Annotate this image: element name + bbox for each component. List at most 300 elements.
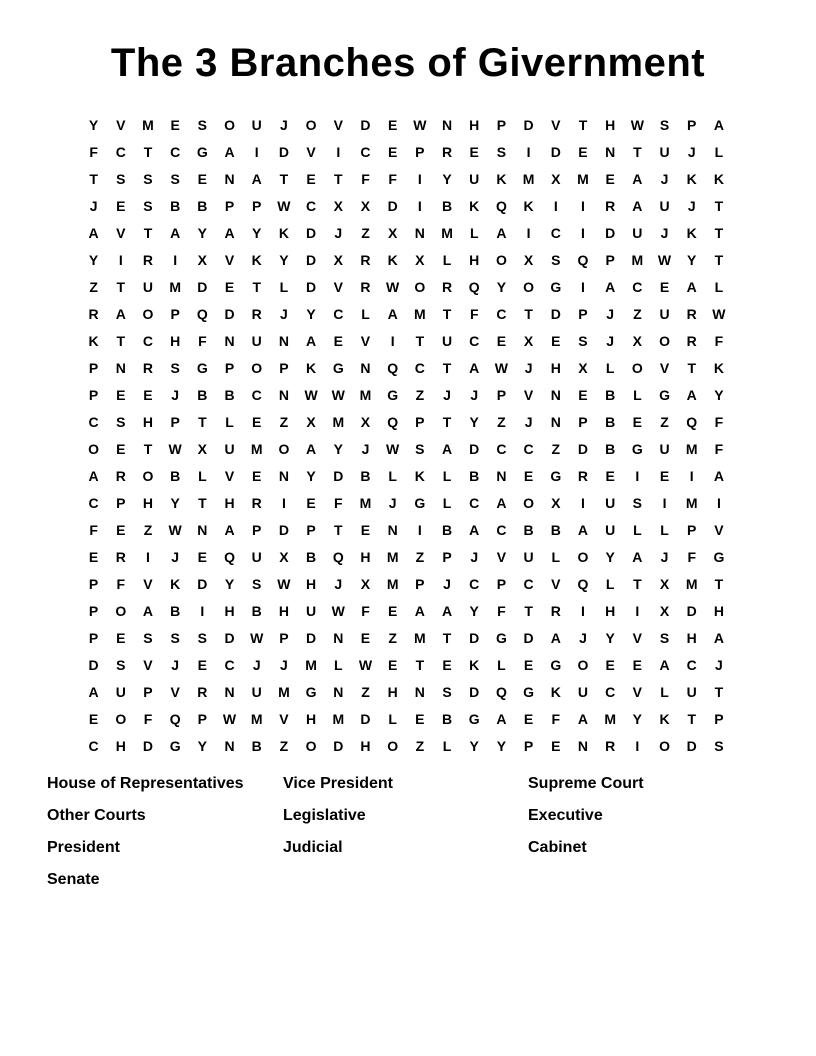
grid-letter: Y xyxy=(88,251,99,268)
grid-letter: C xyxy=(251,386,262,403)
grid-letter: K xyxy=(88,332,99,349)
grid-letter: K xyxy=(686,170,697,187)
grid-letter: M xyxy=(386,548,399,565)
grid-letter: T xyxy=(252,278,261,295)
grid-letter: W xyxy=(168,521,182,538)
grid-letter: S xyxy=(197,116,208,133)
grid-letter: F xyxy=(361,602,370,619)
grid-letter: U xyxy=(523,548,534,565)
grid-letter: T xyxy=(415,332,425,349)
grid-letter: Q xyxy=(577,251,589,268)
grid-letter: U xyxy=(605,521,616,538)
grid-letter: W xyxy=(494,359,509,376)
grid-letter: R xyxy=(686,332,697,349)
grid-letter: A xyxy=(577,710,589,727)
grid-letter: I xyxy=(581,602,585,619)
grid-letter: J xyxy=(606,332,615,349)
grid-letter: S xyxy=(496,143,507,160)
grid-letter: A xyxy=(632,170,643,187)
grid-letter: D xyxy=(686,737,697,754)
grid-letter: P xyxy=(415,143,425,160)
grid-letter: E xyxy=(605,467,615,484)
grid-letter: T xyxy=(687,710,696,727)
grid-letter: E xyxy=(523,467,534,484)
grid-letter: P xyxy=(279,629,289,646)
grid-letter: M xyxy=(631,251,644,268)
grid-letter: A xyxy=(441,602,453,619)
grid-letter: A xyxy=(496,710,507,727)
grid-letter: R xyxy=(441,143,453,160)
grid-letter: Q xyxy=(468,278,480,295)
grid-letter: S xyxy=(143,629,153,646)
grid-letter: M xyxy=(522,170,535,187)
grid-letter: L xyxy=(633,386,642,403)
grid-letter: E xyxy=(360,629,371,646)
grid-letter: X xyxy=(360,413,371,430)
grid-letter: Q xyxy=(387,359,399,376)
grid-letter: D xyxy=(469,629,480,646)
word-bank-item: Supreme Court xyxy=(528,775,644,792)
grid-letter: J xyxy=(334,224,343,241)
grid-letter: M xyxy=(250,440,263,457)
grid-letter: W xyxy=(712,305,726,322)
grid-letter: D xyxy=(686,602,697,619)
grid-letter: L xyxy=(551,548,561,565)
grid-letter: X xyxy=(632,332,643,349)
grid-letter: P xyxy=(197,710,208,727)
word-bank-column xyxy=(47,776,283,904)
grid-letter: N xyxy=(224,332,235,349)
grid-letter: Q xyxy=(495,197,507,214)
grid-letter: P xyxy=(88,359,99,376)
grid-letter: U xyxy=(306,602,317,619)
grid-letter: C xyxy=(360,143,371,160)
grid-letter: O xyxy=(414,278,426,295)
grid-letter: D xyxy=(523,629,534,646)
grid-letter: D xyxy=(577,440,589,457)
grid-letter: A xyxy=(713,467,724,484)
grid-letter: T xyxy=(714,575,724,592)
grid-letter: L xyxy=(442,251,452,268)
grid-letter: P xyxy=(415,575,425,592)
grid-letter: F xyxy=(361,170,370,187)
grid-letter: D xyxy=(387,197,398,214)
grid-letter: S xyxy=(415,440,425,457)
grid-letter: V xyxy=(523,386,534,403)
grid-letter: R xyxy=(251,494,262,511)
grid-letter: O xyxy=(115,710,127,727)
grid-letter: C xyxy=(414,359,425,376)
grid-letter: A xyxy=(605,278,616,295)
grid-letter: S xyxy=(714,737,724,754)
grid-letter: T xyxy=(714,197,724,214)
grid-letter: C xyxy=(469,575,480,592)
grid-letter: T xyxy=(714,251,724,268)
grid-letter: P xyxy=(252,521,262,538)
grid-letter: R xyxy=(441,278,453,295)
grid-letter: N xyxy=(333,683,344,700)
grid-letter: E xyxy=(116,629,126,646)
grid-letter: B xyxy=(441,521,453,538)
grid-letter: G xyxy=(332,359,344,376)
grid-letter: I xyxy=(581,224,585,241)
grid-letter: A xyxy=(306,440,317,457)
grid-letter: G xyxy=(196,143,208,160)
grid-letter: G xyxy=(468,710,480,727)
grid-letter: B xyxy=(441,197,453,214)
grid-letter: B xyxy=(469,467,480,484)
grid-letter: N xyxy=(278,386,289,403)
grid-letter: G xyxy=(550,656,562,673)
grid-letter: J xyxy=(443,575,451,592)
grid-letter: D xyxy=(523,116,534,133)
grid-letter: F xyxy=(89,521,98,538)
grid-letter: K xyxy=(306,359,317,376)
grid-letter: R xyxy=(115,467,126,484)
grid-letter: E xyxy=(116,440,126,457)
word-search-grid xyxy=(80,111,733,759)
grid-letter: L xyxy=(442,467,452,484)
grid-letter: C xyxy=(523,440,534,457)
grid-letter: W xyxy=(331,386,345,403)
grid-letter: E xyxy=(659,278,670,295)
grid-letter: K xyxy=(387,251,398,268)
grid-letter: X xyxy=(333,251,343,268)
grid-letter: H xyxy=(469,116,480,133)
grid-letter: D xyxy=(278,521,289,538)
grid-letter: E xyxy=(88,548,99,565)
grid-letter: L xyxy=(714,278,724,295)
grid-letter: E xyxy=(116,197,126,214)
grid-letter: I xyxy=(581,278,585,295)
grid-letter: N xyxy=(360,359,371,376)
grid-letter: A xyxy=(88,683,99,700)
grid-letter: E xyxy=(360,521,371,538)
grid-letter: U xyxy=(605,494,616,511)
grid-letter: X xyxy=(578,359,588,376)
grid-letter: I xyxy=(390,332,395,349)
puzzle-title: The 3 Branches of Givernment xyxy=(110,41,706,85)
grid-letter: E xyxy=(116,386,126,403)
grid-letter: E xyxy=(632,656,643,673)
grid-letter: E xyxy=(387,602,398,619)
grid-letter: F xyxy=(469,305,479,322)
grid-letter: I xyxy=(281,494,286,511)
grid-letter: V xyxy=(632,683,643,700)
grid-letter: R xyxy=(360,251,371,268)
grid-letter: T xyxy=(116,278,126,295)
grid-letter: C xyxy=(550,224,561,241)
grid-letter: E xyxy=(659,467,670,484)
grid-letter: T xyxy=(198,494,207,511)
grid-letter: J xyxy=(660,224,669,241)
grid-letter: D xyxy=(306,251,317,268)
grid-letter: X xyxy=(197,440,208,457)
grid-letter: C xyxy=(469,494,480,511)
grid-letter: D xyxy=(360,116,371,133)
grid-letter: M xyxy=(169,278,181,295)
grid-letter: H xyxy=(360,737,371,754)
grid-letter: M xyxy=(332,710,345,727)
grid-letter: T xyxy=(687,359,696,376)
grid-letter: S xyxy=(578,332,588,349)
grid-letter: T xyxy=(714,683,724,700)
grid-letter: R xyxy=(142,359,154,376)
grid-letter: Z xyxy=(279,413,289,430)
grid-letter: X xyxy=(279,548,289,565)
grid-letter: P xyxy=(88,575,99,592)
grid-letter: Y xyxy=(170,494,180,511)
grid-letter: G xyxy=(659,386,670,403)
grid-letter: W xyxy=(277,197,291,214)
grid-letter: E xyxy=(469,143,479,160)
grid-letter: V xyxy=(116,116,126,133)
grid-letter: O xyxy=(115,602,127,619)
grid-letter: D xyxy=(224,629,235,646)
grid-letter: Y xyxy=(469,737,479,754)
grid-letter: E xyxy=(442,656,452,673)
grid-letter: G xyxy=(550,278,562,295)
word-bank-item: House of Representatives xyxy=(47,775,244,792)
grid-letter: Q xyxy=(577,575,589,592)
grid-letter: Y xyxy=(306,305,316,322)
grid-letter: J xyxy=(715,656,723,673)
grid-letter: B xyxy=(251,737,262,754)
grid-letter: E xyxy=(632,413,643,430)
grid-letter: B xyxy=(306,548,317,565)
grid-letter: Z xyxy=(361,683,370,700)
grid-letter: E xyxy=(578,386,588,403)
grid-letter: K xyxy=(414,467,425,484)
grid-letter: V xyxy=(224,467,235,484)
grid-letter: K xyxy=(469,197,480,214)
grid-letter: Y xyxy=(605,548,615,565)
grid-letter: T xyxy=(714,224,724,241)
grid-letter: S xyxy=(116,170,126,187)
grid-letter: T xyxy=(279,170,289,187)
grid-letter: Y xyxy=(252,224,262,241)
grid-letter: N xyxy=(115,359,126,376)
grid-letter: A xyxy=(496,494,507,511)
grid-letter: B xyxy=(197,386,208,403)
grid-letter: I xyxy=(417,521,422,538)
grid-letter: Y xyxy=(605,629,615,646)
grid-letter: R xyxy=(360,278,371,295)
grid-letter: L xyxy=(225,413,234,430)
grid-letter: P xyxy=(306,521,316,538)
grid-letter: J xyxy=(171,548,180,565)
grid-letter: H xyxy=(713,602,724,619)
grid-letter: A xyxy=(306,332,317,349)
grid-letter: Q xyxy=(169,710,181,727)
grid-letter: P xyxy=(170,413,180,430)
grid-letter: Z xyxy=(497,413,506,430)
grid-letter: A xyxy=(686,386,697,403)
grid-letter: N xyxy=(224,170,235,187)
grid-letter: C xyxy=(115,143,126,160)
grid-letter: Y xyxy=(279,251,289,268)
grid-letter: T xyxy=(143,143,153,160)
grid-letter: R xyxy=(251,305,262,322)
grid-letter: M xyxy=(441,224,453,241)
grid-letter: W xyxy=(304,386,318,403)
word-bank-item: Cabinet xyxy=(528,839,587,856)
grid-letter: Y xyxy=(496,737,507,754)
word-bank-item: Judicial xyxy=(283,839,343,856)
grid-letter: E xyxy=(551,332,561,349)
grid-letter: O xyxy=(305,116,317,133)
grid-letter: A xyxy=(550,629,561,646)
grid-letter: C xyxy=(605,683,616,700)
grid-letter: O xyxy=(224,116,235,133)
grid-letter: S xyxy=(116,656,126,673)
grid-letter: Y xyxy=(197,737,208,754)
grid-letter: L xyxy=(497,656,506,673)
grid-letter: L xyxy=(660,521,669,538)
grid-letter: R xyxy=(197,683,208,700)
grid-letter: M xyxy=(386,575,399,592)
grid-letter: H xyxy=(224,494,235,511)
grid-letter: C xyxy=(224,656,235,673)
grid-letter: T xyxy=(334,170,343,187)
grid-letter: A xyxy=(632,197,643,214)
grid-letter: M xyxy=(685,440,698,457)
grid-letter: L xyxy=(469,224,479,241)
grid-letter: P xyxy=(143,683,153,700)
grid-letter: F xyxy=(714,332,724,349)
grid-letter: D xyxy=(306,629,317,646)
grid-letter: S xyxy=(252,575,262,592)
grid-letter: O xyxy=(523,278,535,295)
grid-letter: R xyxy=(686,305,697,322)
grid-letter: S xyxy=(659,629,670,646)
grid-letter: F xyxy=(714,413,724,430)
grid-letter: P xyxy=(687,116,697,133)
grid-letter: X xyxy=(659,575,670,592)
grid-letter: H xyxy=(469,251,480,268)
grid-letter: X xyxy=(523,251,534,268)
grid-letter: D xyxy=(224,305,235,322)
grid-letter: A xyxy=(469,521,480,538)
grid-letter: U xyxy=(659,143,670,160)
grid-letter: A xyxy=(115,305,126,322)
grid-letter: D xyxy=(333,467,344,484)
grid-letter: Y xyxy=(306,467,316,484)
grid-letter: J xyxy=(470,386,479,403)
grid-letter: V xyxy=(333,278,343,295)
grid-letter: N xyxy=(496,467,507,484)
grid-letter: X xyxy=(360,197,371,214)
grid-letter: H xyxy=(142,413,154,430)
grid-letter: H xyxy=(605,602,616,619)
grid-letter: Y xyxy=(197,224,208,241)
grid-letter: A xyxy=(88,467,99,484)
grid-letter: F xyxy=(198,332,207,349)
grid-letter: Q xyxy=(196,305,208,322)
grid-letter: I xyxy=(581,494,585,511)
grid-letter: F xyxy=(116,575,126,592)
grid-letter: I xyxy=(200,602,205,619)
grid-letter: A xyxy=(659,656,670,673)
grid-letter: C xyxy=(170,143,181,160)
grid-letter: I xyxy=(254,143,259,160)
grid-letter: X xyxy=(333,197,343,214)
grid-letter: G xyxy=(713,548,725,565)
grid-letter: L xyxy=(442,737,452,754)
grid-letter: E xyxy=(88,710,99,727)
grid-letter: J xyxy=(334,575,343,592)
grid-letter: X xyxy=(306,413,316,430)
grid-letter: O xyxy=(305,737,317,754)
grid-letter: P xyxy=(415,413,425,430)
grid-letter: Y xyxy=(469,602,479,619)
grid-letter: N xyxy=(550,386,561,403)
grid-letter: A xyxy=(224,521,235,538)
grid-letter: E xyxy=(197,656,208,673)
grid-letter: Q xyxy=(332,548,344,565)
grid-letter: P xyxy=(496,386,507,403)
grid-letter: T xyxy=(442,629,452,646)
grid-letter: I xyxy=(526,224,531,241)
word-bank-item: President xyxy=(47,839,120,856)
grid-letter: U xyxy=(224,440,235,457)
grid-letter: Z xyxy=(89,278,98,295)
grid-letter: J xyxy=(280,116,288,133)
grid-letter: V xyxy=(224,251,235,268)
grid-letter: D xyxy=(197,278,208,295)
grid-letter: A xyxy=(577,521,589,538)
grid-letter: D xyxy=(550,143,561,160)
grid-letter: W xyxy=(413,116,427,133)
grid-letter: O xyxy=(577,656,589,673)
grid-letter: W xyxy=(386,278,400,295)
grid-letter: V xyxy=(360,332,371,349)
grid-letter: C xyxy=(306,197,317,214)
grid-letter: L xyxy=(714,143,724,160)
grid-letter: W xyxy=(222,710,237,727)
grid-letter: C xyxy=(88,494,99,511)
grid-letter: D xyxy=(333,737,344,754)
grid-letter: P xyxy=(578,413,588,430)
grid-letter: J xyxy=(171,656,180,673)
grid-letter: L xyxy=(388,467,397,484)
word-bank-column xyxy=(528,776,644,904)
grid-letter: U xyxy=(659,305,670,322)
grid-letter: O xyxy=(577,548,589,565)
grid-letter: Y xyxy=(469,413,479,430)
grid-letter: E xyxy=(252,467,262,484)
grid-letter: Q xyxy=(495,683,507,700)
grid-letter: M xyxy=(250,710,263,727)
grid-letter: A xyxy=(713,629,724,646)
grid-letter: E xyxy=(197,170,208,187)
grid-letter: M xyxy=(278,683,290,700)
grid-letter: U xyxy=(251,683,262,700)
grid-letter: H xyxy=(278,602,289,619)
grid-letter: J xyxy=(606,305,615,322)
grid-letter: D xyxy=(278,143,289,160)
grid-letter: S xyxy=(170,629,180,646)
grid-letter: V xyxy=(116,224,126,241)
grid-letter: M xyxy=(359,386,372,403)
grid-letter: S xyxy=(143,170,153,187)
grid-letter: S xyxy=(632,494,643,511)
grid-letter: P xyxy=(252,197,262,214)
grid-letter: V xyxy=(551,575,561,592)
grid-letter: M xyxy=(685,575,698,592)
grid-letter: E xyxy=(551,737,561,754)
grid-letter: J xyxy=(470,548,479,565)
